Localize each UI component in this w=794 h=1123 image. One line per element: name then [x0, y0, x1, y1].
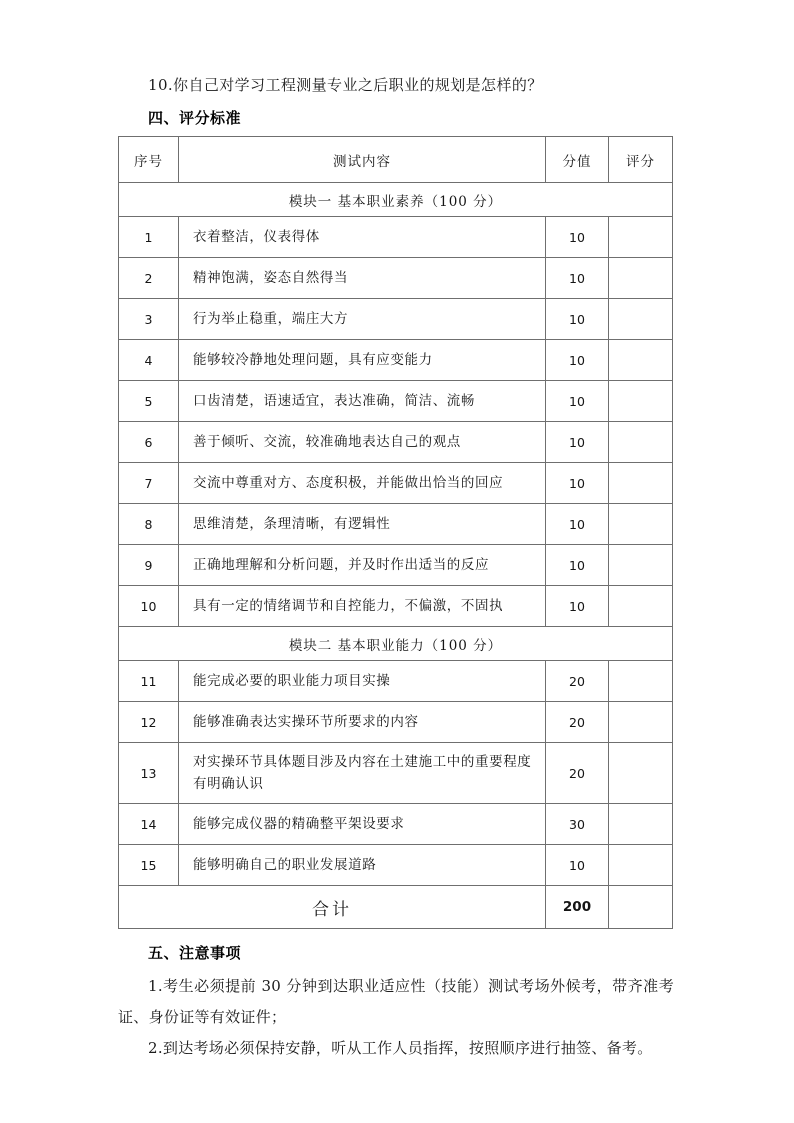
row-no: 2 [119, 258, 179, 299]
table-row [119, 545, 673, 586]
row-item-text: 具有一定的情绪调节和自控能力，不偏激，不固执 [179, 586, 546, 627]
row-item-text: 思维清楚，条理清晰，有逻辑性 [179, 504, 546, 545]
row-no: 5 [119, 381, 179, 422]
row-mark-blank[interactable] [609, 743, 673, 804]
scoring-table-body [119, 137, 673, 929]
row-mark-blank[interactable] [609, 258, 673, 299]
row-no: 15 [119, 845, 179, 886]
table-row [119, 586, 673, 627]
header-cell-no: 序号 [119, 137, 179, 183]
row-mark-blank[interactable] [609, 845, 673, 886]
row-mark-blank[interactable] [609, 661, 673, 702]
row-mark-blank[interactable] [609, 804, 673, 845]
page-content [118, 70, 674, 1064]
notes-section [118, 939, 674, 1064]
scoring-criteria-heading: 四、评分标准 [148, 109, 242, 127]
row-item-text: 能够准确表达实操环节所要求的内容 [179, 702, 546, 743]
row-no: 11 [119, 661, 179, 702]
row-score: 10 [546, 845, 609, 886]
table-row [119, 743, 673, 804]
row-score: 10 [546, 258, 609, 299]
row-item-text: 能够较冷静地处理问题，具有应变能力 [179, 340, 546, 381]
row-no: 9 [119, 545, 179, 586]
total-score: 200 [546, 886, 609, 929]
row-no: 10 [119, 586, 179, 627]
notes-heading: 五、注意事项 [148, 944, 242, 962]
note-item: 1.考生必须提前 30 分钟到达职业适应性（技能）测试考场外候考，带齐准考证、身份证等有效证件； [118, 977, 674, 1026]
module-header-row-2 [119, 627, 673, 661]
table-row [119, 217, 673, 258]
row-no: 12 [119, 702, 179, 743]
row-score: 10 [546, 422, 609, 463]
table-row [119, 661, 673, 702]
row-mark-blank[interactable] [609, 586, 673, 627]
total-mark [609, 886, 673, 929]
module-title-2: 模块二 基本职业能力（100 分） [119, 627, 673, 661]
total-label: 合计 [119, 886, 546, 929]
row-score: 30 [546, 804, 609, 845]
row-score: 10 [546, 381, 609, 422]
row-mark-blank[interactable] [609, 702, 673, 743]
question-line: 10.你自己对学习工程测量专业之后职业的规划是怎样的？ [148, 76, 543, 94]
row-score: 10 [546, 586, 609, 627]
row-mark-blank[interactable] [609, 299, 673, 340]
row-no: 4 [119, 340, 179, 381]
row-mark-blank[interactable] [609, 422, 673, 463]
row-item-text: 善于倾听、交流，较准确地表达自己的观点 [179, 422, 546, 463]
row-score: 10 [546, 463, 609, 504]
total-row [119, 886, 673, 929]
table-header-row [119, 137, 673, 183]
row-mark-blank[interactable] [609, 381, 673, 422]
row-mark-blank[interactable] [609, 217, 673, 258]
table-row [119, 804, 673, 845]
module-header-row-1 [119, 183, 673, 217]
row-no: 6 [119, 422, 179, 463]
row-item-text: 能够明确自己的职业发展道路 [179, 845, 546, 886]
row-score: 10 [546, 340, 609, 381]
row-no: 14 [119, 804, 179, 845]
table-row [119, 845, 673, 886]
table-row [119, 258, 673, 299]
table-row [119, 504, 673, 545]
row-score: 20 [546, 702, 609, 743]
row-mark-blank[interactable] [609, 340, 673, 381]
note-item: 2.到达考场必须保持安静，听从工作人员指挥，按照顺序进行抽签、备考。 [148, 1039, 653, 1057]
table-row [119, 340, 673, 381]
row-score: 10 [546, 545, 609, 586]
row-no: 3 [119, 299, 179, 340]
row-item-text: 能完成必要的职业能力项目实操 [179, 661, 546, 702]
table-row [119, 299, 673, 340]
scoring-table [118, 136, 673, 929]
row-score: 10 [546, 217, 609, 258]
module-title-1: 模块一 基本职业素养（100 分） [119, 183, 673, 217]
header-cell-item: 测试内容 [179, 137, 546, 183]
row-score: 10 [546, 299, 609, 340]
header-cell-mark: 评分 [609, 137, 673, 183]
row-score: 20 [546, 743, 609, 804]
row-score: 20 [546, 661, 609, 702]
row-item-text: 对实操环节具体题目涉及内容在土建施工中的重要程度有明确认识 [179, 743, 546, 804]
row-mark-blank[interactable] [609, 463, 673, 504]
table-row [119, 702, 673, 743]
table-row [119, 463, 673, 504]
row-item-text: 正确地理解和分析问题，并及时作出适当的反应 [179, 545, 546, 586]
row-no: 7 [119, 463, 179, 504]
row-item-text: 口齿清楚，语速适宜，表达准确，简洁、流畅 [179, 381, 546, 422]
table-row [119, 422, 673, 463]
row-item-text: 交流中尊重对方、态度积极，并能做出恰当的回应 [179, 463, 546, 504]
row-no: 1 [119, 217, 179, 258]
header-cell-score: 分值 [546, 137, 609, 183]
row-mark-blank[interactable] [609, 504, 673, 545]
row-no: 13 [119, 743, 179, 804]
row-item-text: 精神饱满，姿态自然得当 [179, 258, 546, 299]
table-row [119, 381, 673, 422]
row-item-text: 衣着整洁，仪表得体 [179, 217, 546, 258]
row-score: 10 [546, 504, 609, 545]
row-item-text: 能够完成仪器的精确整平架设要求 [179, 804, 546, 845]
row-mark-blank[interactable] [609, 545, 673, 586]
row-item-text: 行为举止稳重，端庄大方 [179, 299, 546, 340]
row-no: 8 [119, 504, 179, 545]
